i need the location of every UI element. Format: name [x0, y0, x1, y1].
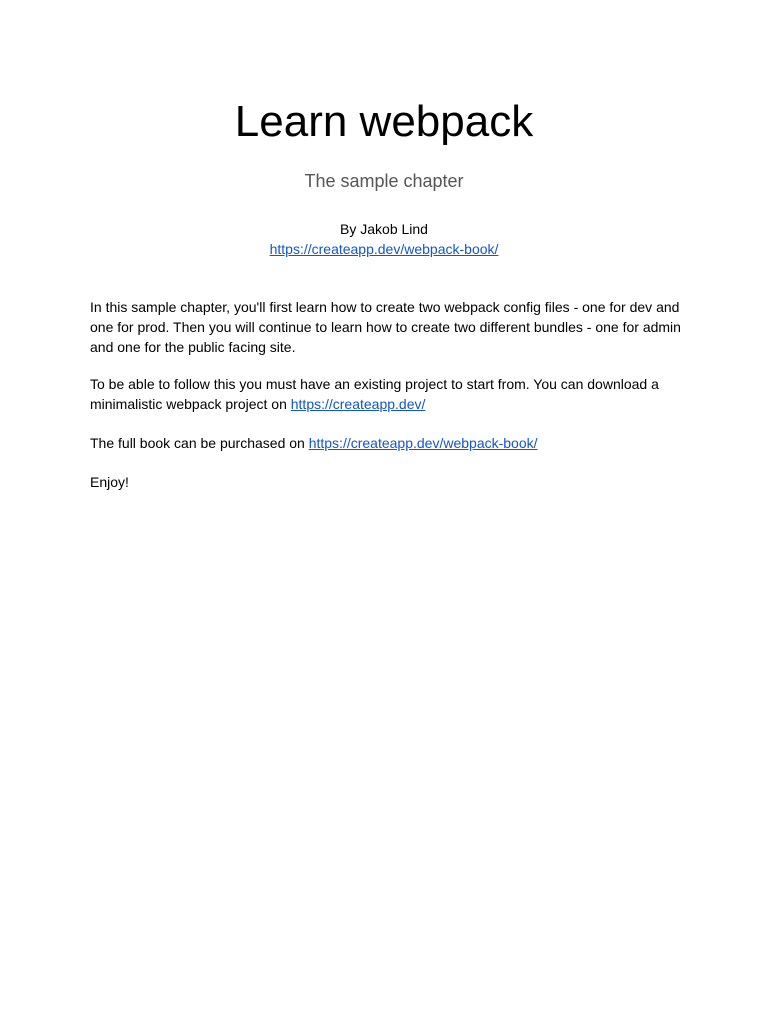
closing-paragraph: Enjoy!: [90, 474, 129, 490]
prerequisite-text: To be able to follow this you must have an existing project to start from. You can download a minimalistic webpack project on: [90, 376, 659, 412]
book-link[interactable]: https://createapp.dev/webpack-book/: [269, 241, 499, 257]
starter-project-link[interactable]: https://createapp.dev/: [290, 396, 426, 412]
intro-paragraph: In this sample chapter, you'll first learn how to create two webpack config files - one for dev and one for prod. Then you will continue to learn how to create two different bundles - one for admin and one for the public facing site.: [90, 299, 681, 355]
byline-link-container: [0, 239, 768, 259]
document-subtitle: The sample chapter: [304, 171, 464, 191]
author-byline: By Jakob Lind: [340, 221, 428, 237]
purchase-paragraph: [90, 433, 690, 453]
prerequisite-paragraph: [90, 374, 690, 414]
purchase-link[interactable]: https://createapp.dev/webpack-book/: [308, 435, 538, 451]
purchase-text: The full book can be purchased on: [90, 435, 309, 451]
document-title: Learn webpack: [234, 97, 534, 146]
